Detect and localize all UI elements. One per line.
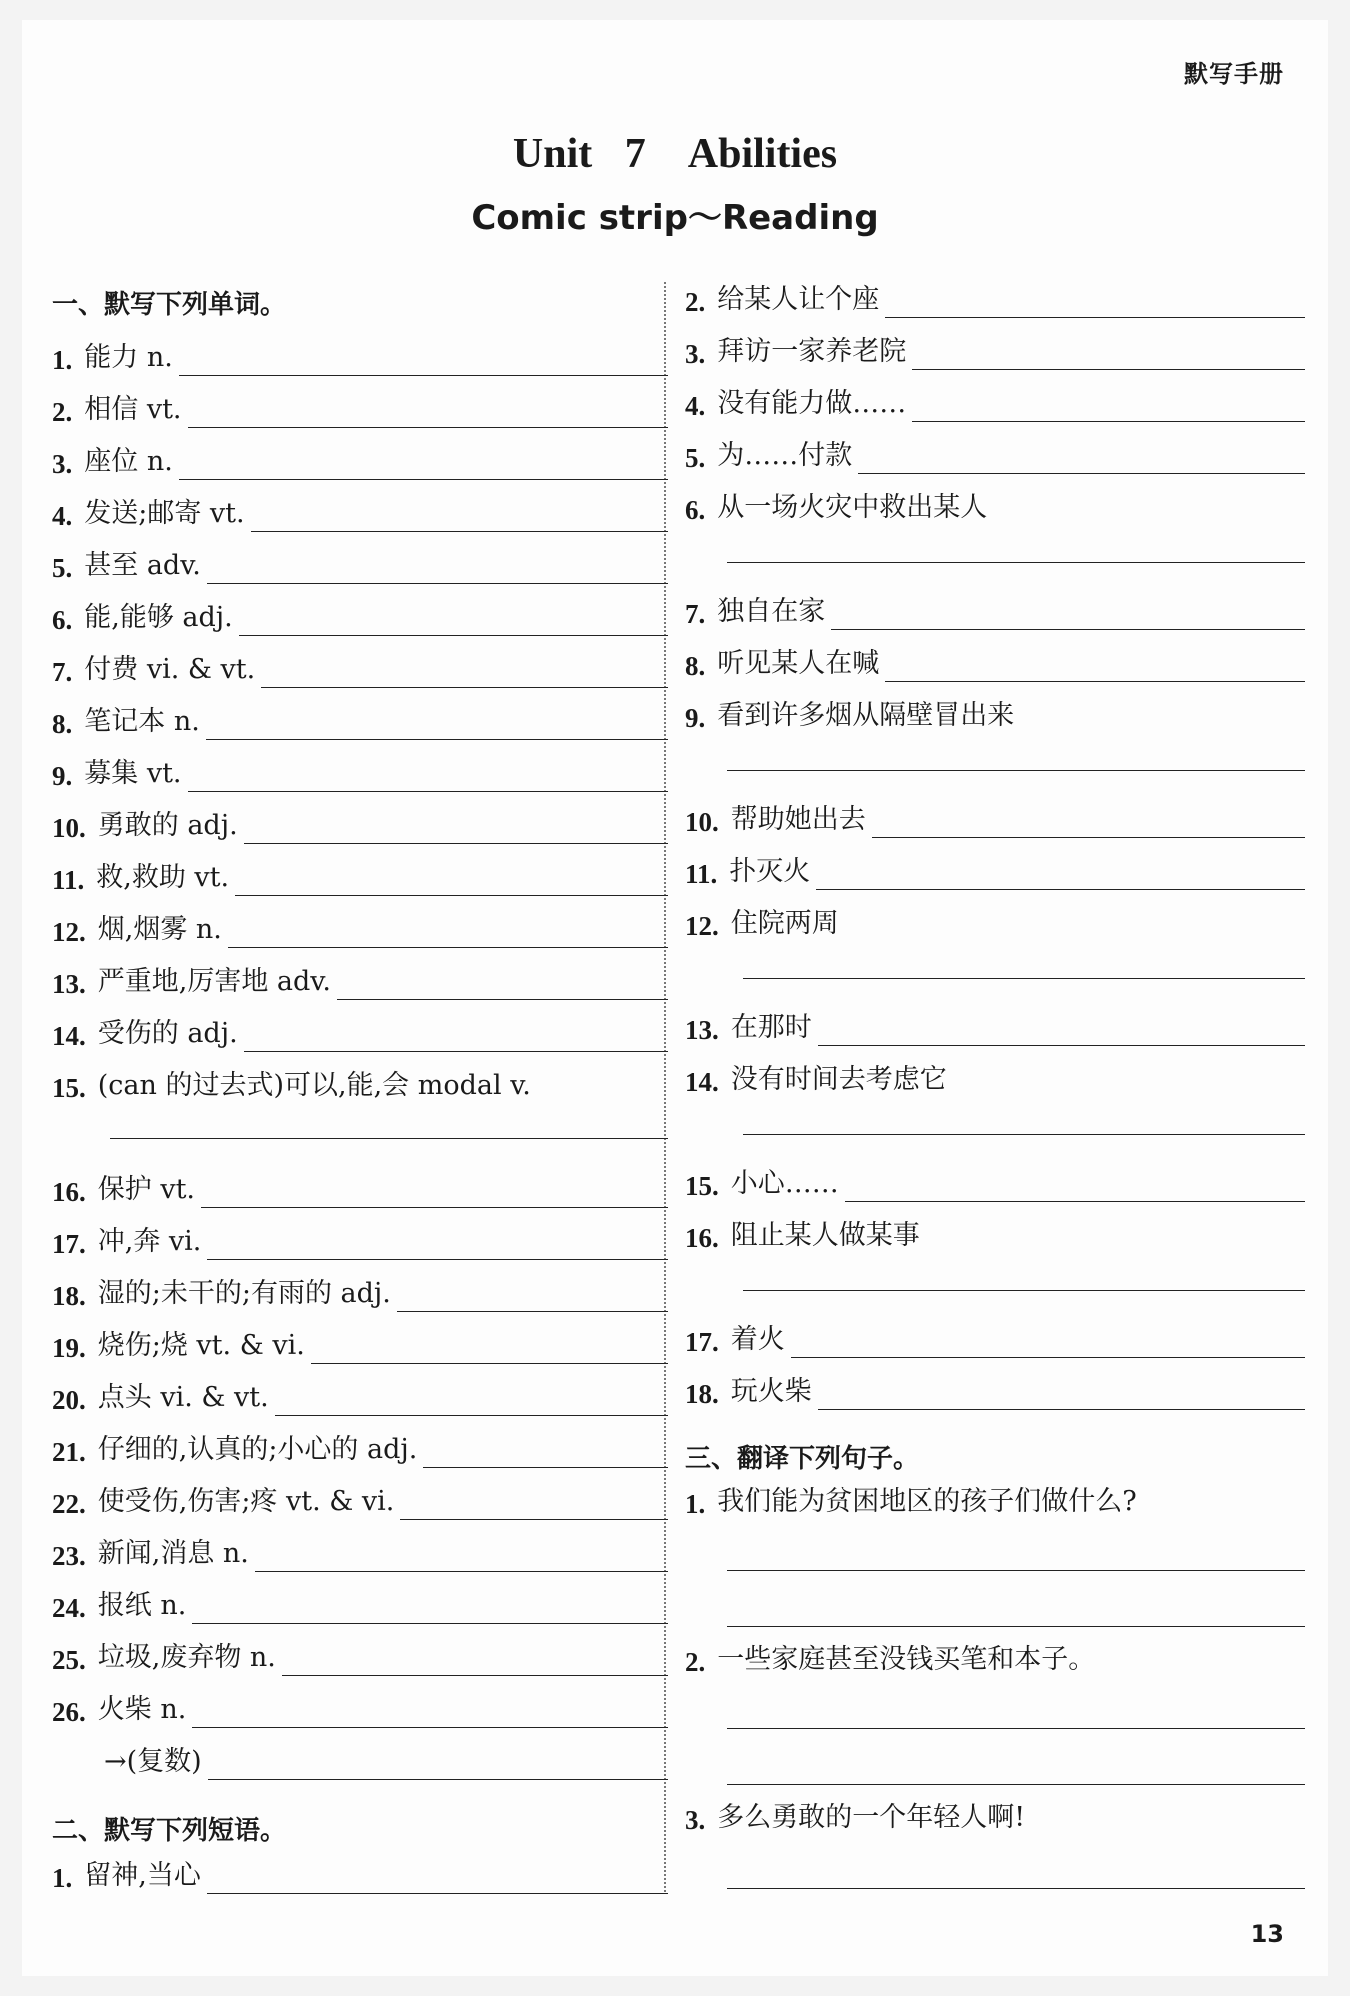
item-number: 10. (52, 813, 86, 843)
item-number: 1. (685, 1489, 706, 1519)
item-prompt: 募集 vt. (84, 758, 182, 789)
item-prompt: 为……付款 (717, 440, 853, 471)
item-number: 4. (52, 501, 73, 531)
item-number: 6. (685, 495, 706, 525)
vocab-item (52, 644, 668, 688)
phrase-item (685, 1366, 1305, 1410)
section-subtitle: Comic strip～Reading (471, 198, 879, 238)
answer-line[interactable] (912, 339, 1305, 370)
answer-line[interactable] (885, 287, 1305, 318)
item-prompt: 扑灭火 (729, 856, 811, 887)
item-number: 16. (52, 1177, 86, 1207)
vocab-item (52, 332, 668, 376)
item-prompt: 报纸 n. (97, 1590, 187, 1621)
item-prompt: 能,能够 adj. (84, 602, 233, 633)
item-number: 22. (52, 1489, 86, 1519)
answer-line[interactable] (872, 807, 1305, 838)
vocab-item (52, 956, 668, 1000)
phrase-item (685, 846, 1305, 890)
answer-line[interactable] (831, 599, 1305, 630)
vocab-item (52, 1320, 668, 1364)
answer-line[interactable] (255, 1541, 668, 1572)
answer-line[interactable] (251, 501, 668, 532)
item-number: 9. (52, 761, 73, 791)
item-prompt: 座位 n. (84, 446, 173, 477)
item-prompt: 从一场火灾中救出某人 (717, 492, 988, 523)
answer-line[interactable] (275, 1385, 668, 1416)
answer-line[interactable] (228, 917, 668, 948)
answer-line[interactable] (206, 709, 668, 740)
vocab-item (52, 384, 668, 428)
item-number: 5. (52, 553, 73, 583)
item-number: 14. (685, 1067, 719, 1097)
sentence-item (685, 1634, 1305, 1678)
item-prompt: 冲,奔 vi. (97, 1226, 202, 1257)
item-number: 17. (52, 1229, 86, 1259)
answer-line[interactable] (727, 1626, 1305, 1627)
answer-line[interactable] (727, 770, 1305, 771)
answer-line[interactable] (397, 1281, 668, 1312)
item-prompt: 独自在家 (717, 596, 826, 627)
item-prompt: 甚至 adv. (84, 550, 201, 581)
answer-line[interactable] (235, 865, 668, 896)
answer-line[interactable] (110, 1138, 668, 1139)
item-prompt: →(复数) (104, 1746, 202, 1777)
answer-line[interactable] (727, 562, 1305, 563)
phrase-item (685, 1054, 1305, 1098)
answer-line[interactable] (207, 1863, 668, 1894)
page-number: 13 (1250, 1920, 1284, 1948)
phrase-item (685, 1210, 1305, 1254)
vocab-item (52, 748, 668, 792)
item-number: 21. (52, 1437, 86, 1467)
vocab-item (52, 800, 668, 844)
answer-line[interactable] (192, 1593, 668, 1624)
answer-line[interactable] (239, 605, 668, 636)
vocab-item (52, 1008, 668, 1052)
answer-line[interactable] (337, 969, 668, 1000)
item-prompt: 在那时 (730, 1012, 812, 1043)
answer-line[interactable] (743, 978, 1305, 979)
vocab-item (52, 1476, 668, 1520)
item-number: 13. (685, 1015, 719, 1045)
vocab-item (52, 436, 668, 480)
vocab-item (52, 488, 668, 532)
vocab-item (52, 1424, 668, 1468)
item-number: 9. (685, 703, 706, 733)
item-number: 25. (52, 1645, 86, 1675)
phrase-item (685, 1002, 1305, 1046)
sentence-item (685, 1792, 1305, 1836)
item-number: 4. (685, 391, 706, 421)
answer-line[interactable] (261, 657, 668, 688)
item-prompt: 火柴 n. (97, 1694, 187, 1725)
item-number: 7. (52, 657, 73, 687)
vocab-item (104, 1736, 668, 1780)
item-number: 15. (52, 1073, 86, 1103)
item-number: 5. (685, 443, 706, 473)
answer-line[interactable] (207, 553, 668, 584)
item-prompt: 点头 vi. & vt. (97, 1382, 269, 1413)
item-prompt: 发送;邮寄 vt. (84, 498, 245, 529)
item-prompt: 住院两周 (730, 908, 839, 939)
item-prompt: 玩火柴 (730, 1376, 812, 1407)
item-prompt: 没有时间去考虑它 (730, 1064, 947, 1095)
answer-line[interactable] (244, 813, 668, 844)
item-number: 6. (52, 605, 73, 635)
unit-title: Unit 7 Abilities (512, 131, 838, 177)
phrase-item (685, 690, 1305, 734)
vocab-item (52, 1632, 668, 1676)
answer-line[interactable] (912, 391, 1305, 422)
phrase-item (685, 1158, 1305, 1202)
vocab-item (52, 592, 668, 636)
item-number: 20. (52, 1385, 86, 1415)
item-number: 1. (52, 345, 73, 375)
vocab-item (52, 1268, 668, 1312)
answer-line[interactable] (858, 443, 1305, 474)
item-prompt: 笔记本 n. (84, 706, 200, 737)
item-number: 24. (52, 1593, 86, 1623)
item-prompt: 受伤的 adj. (97, 1018, 238, 1049)
worksheet-page (22, 20, 1328, 1976)
item-number: 12. (52, 917, 86, 947)
item-prompt: 保护 vt. (97, 1174, 196, 1205)
item-number: 16. (685, 1223, 719, 1253)
phrase-item (685, 586, 1305, 630)
vocab-item (52, 1580, 668, 1624)
item-number: 11. (52, 865, 85, 895)
item-number: 23. (52, 1541, 86, 1571)
item-number: 1. (52, 1863, 73, 1893)
answer-line[interactable] (208, 1749, 668, 1780)
item-number: 2. (685, 1647, 706, 1677)
item-prompt: 拜访一家养老院 (717, 336, 907, 367)
item-prompt: 烟,烟雾 n. (97, 914, 222, 945)
item-prompt: (can 的过去式)可以,能,会 modal v. (97, 1070, 531, 1101)
answer-line[interactable] (885, 651, 1305, 682)
vocab-item (52, 696, 668, 740)
item-number: 12. (685, 911, 719, 941)
item-prompt: 没有能力做…… (717, 388, 907, 419)
phrase-item (52, 1850, 668, 1894)
item-number: 2. (685, 287, 706, 317)
item-number: 2. (52, 397, 73, 427)
answer-line[interactable] (727, 1728, 1305, 1729)
item-number: 18. (52, 1281, 86, 1311)
answer-line[interactable] (423, 1437, 668, 1468)
item-prompt: 烧伤;烧 vt. & vi. (97, 1330, 305, 1361)
item-number: 10. (685, 807, 719, 837)
answer-line[interactable] (727, 1888, 1305, 1889)
answer-line[interactable] (791, 1327, 1305, 1358)
item-prompt: 勇敢的 adj. (97, 810, 238, 841)
item-prompt: 我们能为贫困地区的孩子们做什么? (717, 1486, 1137, 1517)
item-number: 8. (52, 709, 73, 739)
item-prompt: 阻止某人做某事 (730, 1220, 920, 1251)
answer-line[interactable] (201, 1177, 668, 1208)
item-number: 13. (52, 969, 86, 999)
phrase-item (685, 326, 1305, 370)
vocab-item (52, 1528, 668, 1572)
answer-line[interactable] (179, 449, 668, 480)
vocab-item (52, 1164, 668, 1208)
answer-line[interactable] (192, 1697, 668, 1728)
item-prompt: 帮助她出去 (730, 804, 866, 835)
item-number: 14. (52, 1021, 86, 1051)
item-prompt: 留神,当心 (84, 1860, 201, 1891)
item-prompt: 给某人让个座 (717, 284, 880, 315)
item-prompt: 使受伤,伤害;疼 vt. & vi. (97, 1486, 395, 1517)
item-prompt: 着火 (730, 1324, 785, 1355)
item-prompt: 仔细的,认真的;小心的 adj. (97, 1434, 418, 1465)
answer-line[interactable] (743, 1290, 1305, 1291)
item-prompt: 湿的;未干的;有雨的 adj. (97, 1278, 391, 1309)
answer-line[interactable] (845, 1171, 1305, 1202)
answer-line[interactable] (311, 1333, 668, 1364)
vocab-item (52, 904, 668, 948)
sentence-item (685, 1476, 1305, 1520)
item-prompt: 垃圾,废弃物 n. (97, 1642, 276, 1673)
item-number: 3. (685, 339, 706, 369)
vocab-item (52, 852, 668, 896)
section3-heading: 三、翻译下列句子。 (685, 1444, 920, 1474)
item-prompt: 多么勇敢的一个年轻人啊! (717, 1802, 1026, 1833)
answer-line[interactable] (207, 1229, 668, 1260)
phrase-item (685, 430, 1305, 474)
item-number: 15. (685, 1171, 719, 1201)
item-number: 3. (685, 1805, 706, 1835)
phrase-item (685, 898, 1305, 942)
item-number: 26. (52, 1697, 86, 1727)
answer-line[interactable] (244, 1021, 668, 1052)
item-prompt: 小心…… (730, 1168, 839, 1199)
item-prompt: 付费 vi. & vt. (84, 654, 256, 685)
item-number: 11. (685, 859, 718, 889)
item-number: 7. (685, 599, 706, 629)
item-number: 17. (685, 1327, 719, 1357)
phrase-item (685, 1314, 1305, 1358)
answer-line[interactable] (188, 761, 668, 792)
item-prompt: 能力 n. (84, 342, 173, 373)
answer-line[interactable] (816, 859, 1305, 890)
answer-line[interactable] (188, 397, 668, 428)
vocab-item (52, 1372, 668, 1416)
section1-heading: 一、默写下列单词。 (52, 290, 287, 320)
item-prompt: 新闻,消息 n. (97, 1538, 249, 1569)
phrase-item (685, 378, 1305, 422)
answer-line[interactable] (818, 1379, 1305, 1410)
item-prompt: 救,救助 vt. (96, 862, 230, 893)
section2-heading: 二、默写下列短语。 (52, 1816, 287, 1846)
vocab-item (52, 1684, 668, 1728)
answer-line[interactable] (727, 1784, 1305, 1785)
vocab-item (52, 540, 668, 584)
item-prompt: 听见某人在喊 (717, 648, 880, 679)
item-number: 8. (685, 651, 706, 681)
item-prompt: 看到许多烟从隔壁冒出来 (717, 700, 1015, 731)
answer-line[interactable] (400, 1489, 668, 1520)
vocab-item (52, 1216, 668, 1260)
answer-line[interactable] (179, 345, 668, 376)
phrase-item (685, 638, 1305, 682)
answer-line[interactable] (818, 1015, 1305, 1046)
item-prompt: 一些家庭甚至没钱买笔和本子。 (717, 1644, 1096, 1675)
answer-line[interactable] (743, 1134, 1305, 1135)
item-number: 18. (685, 1379, 719, 1409)
vocab-item (52, 1060, 668, 1104)
item-number: 3. (52, 449, 73, 479)
phrase-item (685, 274, 1305, 318)
answer-line[interactable] (282, 1645, 668, 1676)
header-label: 默写手册 (1184, 60, 1284, 88)
item-prompt: 严重地,厉害地 adv. (97, 966, 331, 997)
item-number: 19. (52, 1333, 86, 1363)
phrase-item (685, 794, 1305, 838)
item-prompt: 相信 vt. (84, 394, 182, 425)
phrase-item (685, 482, 1305, 526)
answer-line[interactable] (727, 1570, 1305, 1571)
